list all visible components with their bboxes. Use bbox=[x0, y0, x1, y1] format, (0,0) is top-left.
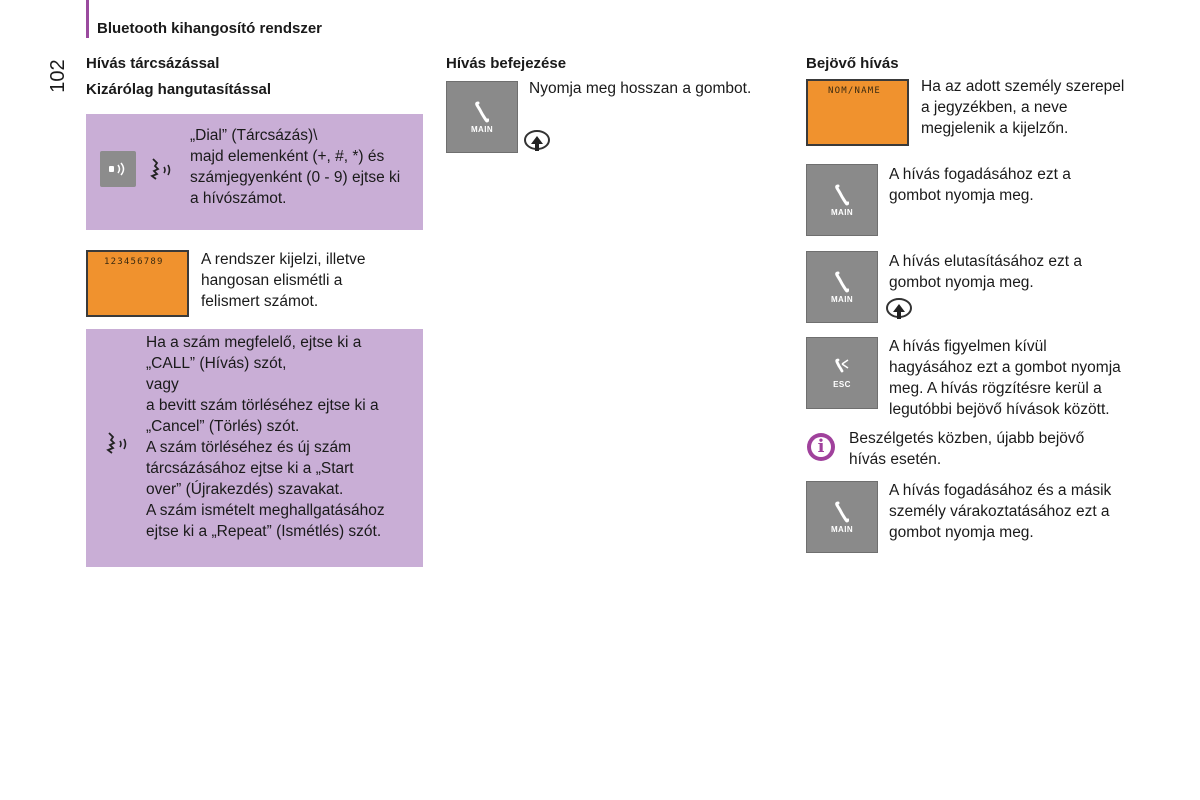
reject-call-instruction: A hívás elutasításához ezt a gombot nyomja meg. bbox=[889, 253, 1083, 291]
esc-button-ignore[interactable] bbox=[806, 337, 878, 409]
phone-handset-icon bbox=[835, 501, 849, 523]
main-button-accept[interactable] bbox=[806, 164, 878, 236]
info-glyph: i bbox=[811, 437, 831, 457]
accept-call-instruction: A hívás fogadásához ezt a gombot nyomja meg. bbox=[889, 166, 1071, 204]
subheading-voice-only: Kizárólag hangutasítással bbox=[86, 81, 272, 98]
page-header-title: Bluetooth kihangosító rendszer bbox=[97, 20, 323, 37]
phone-handset-icon bbox=[835, 271, 849, 293]
phone-handset-icon bbox=[835, 184, 849, 206]
main-button-label: MAIN bbox=[830, 294, 854, 304]
caller-name-display bbox=[806, 79, 909, 146]
header-accent-bar bbox=[86, 0, 89, 38]
number-display-screen bbox=[86, 250, 189, 317]
display-digits: 123456789 bbox=[104, 257, 164, 267]
ignore-call-instruction: A hívás figyelmen kívül hagyásához ezt a gombot nyomja meg. A hívás rögzítésre kerül a legutóbbi bejövő hívások között. bbox=[889, 338, 1121, 418]
call-waiting-note: Beszélgetés közben, újabb bejövő hívás esetén. bbox=[849, 430, 1085, 468]
main-button-label: MAIN bbox=[830, 524, 854, 534]
speaking-head-icon bbox=[104, 430, 130, 463]
display-description: A rendszer kijelzi, illetve hangosan elismétli a felismert számot. bbox=[201, 251, 366, 310]
speaking-head-icon bbox=[148, 156, 174, 189]
info-icon bbox=[807, 433, 835, 461]
display-name-label: NOM/NAME bbox=[828, 86, 881, 96]
section-heading-incoming-call: Bejövő hívás bbox=[806, 55, 899, 72]
voice-command-button-icon bbox=[100, 151, 136, 187]
main-button-reject[interactable] bbox=[806, 251, 878, 323]
end-call-instruction: Nyomja meg hosszan a gombot. bbox=[529, 80, 752, 97]
voice-confirm-instructions: Ha a szám megfelelő, ejtse ki a „CALL” (Hívás) szót, vagy a bevitt szám törléséhez ejtse ki a „Cancel” (Törlés) szót. A szám törléséhez és új szám tárcsázásához ejtse ki a „Start over” (Újrakezdés) szavakat. A szám ismételt meghallgatásához ejtse ki a „Repeat” (Ismétlés) szót. bbox=[146, 334, 385, 540]
accept-hold-instruction: A hívás fogadásához és a másik személy várakoztatásához ezt a gombot nyomja meg. bbox=[889, 482, 1112, 541]
long-press-icon bbox=[523, 128, 551, 161]
main-button-label: MAIN bbox=[470, 124, 494, 134]
section-heading-end-call: Hívás befejezése bbox=[446, 55, 567, 72]
main-button-end-call[interactable] bbox=[446, 81, 518, 153]
caller-display-description: Ha az adott személy szerepel a jegyzékben, a neve megjelenik a kijelzőn. bbox=[921, 78, 1125, 137]
long-press-icon bbox=[885, 296, 913, 329]
page-number: 102 bbox=[47, 59, 69, 93]
hang-up-icon bbox=[834, 358, 850, 378]
esc-button-label: ESC bbox=[833, 379, 851, 389]
main-button-label: MAIN bbox=[830, 207, 854, 217]
phone-handset-icon bbox=[475, 101, 489, 123]
voice-dial-instructions: „Dial” (Tárcsázás)\ majd elemenként (+, #, *) és számjegyenként (0 - 9) ejtse ki a hívószámot. bbox=[190, 127, 401, 207]
main-button-accept-hold[interactable] bbox=[806, 481, 878, 553]
section-heading-dialing: Hívás tárcsázással bbox=[86, 55, 220, 72]
